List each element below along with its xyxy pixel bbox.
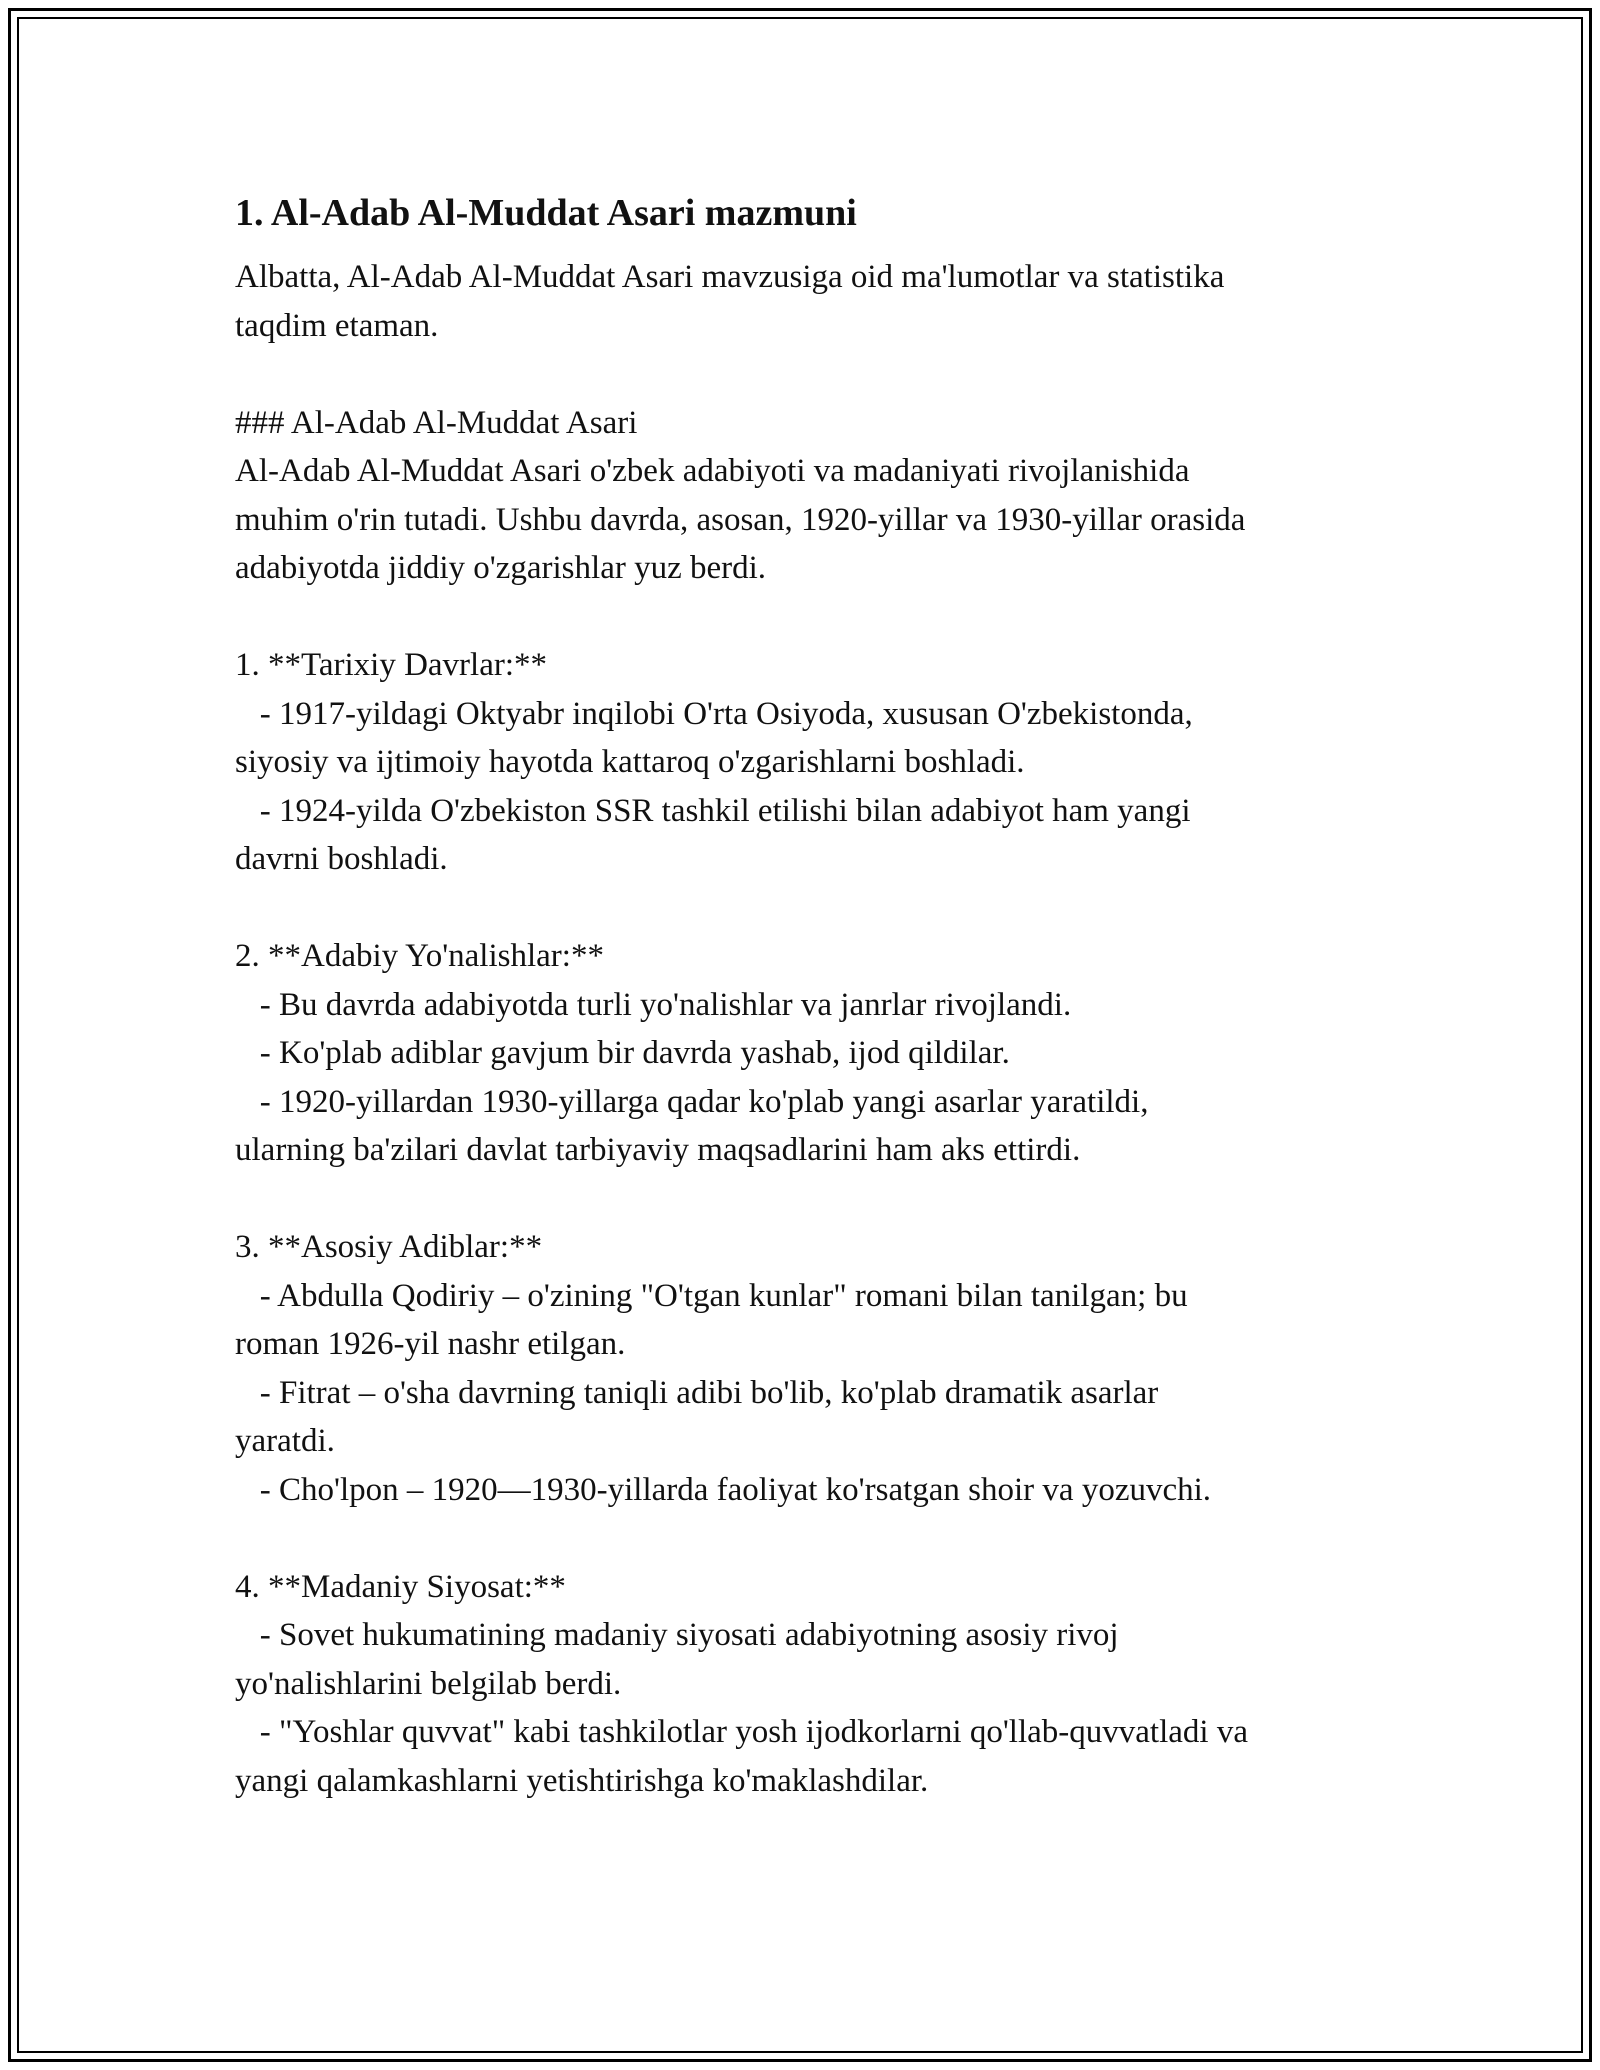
text-line: adabiyotda jiddiy o'zgarishlar yuz berdi.: [235, 550, 767, 586]
text-line: - Ko'plab adiblar gavjum bir davrda yashab, ijod qildilar.: [235, 1035, 1010, 1071]
blank-line: [235, 350, 1385, 399]
text-line: davrni boshladi.: [235, 841, 448, 877]
text-line: - 1924-yilda O'zbekiston SSR tashkil etilishi bilan adabiyot ham yangi: [235, 792, 1191, 829]
text-line: roman 1926-yil nashr etilgan.: [235, 1326, 626, 1362]
text-line: taqdim etaman.: [235, 307, 439, 344]
text-line: 4. **Madaniy Siyosat:**: [235, 1568, 566, 1605]
text-line: 1. **Tarixiy Davrlar:**: [235, 647, 548, 683]
text-line: - Abdulla Qodiriy – o'zining "O'tgan kunlar" romani bilan tanilgan; bu: [235, 1277, 1188, 1314]
text-line: Albatta, Al-Adab Al-Muddat Asari mavzusiga oid ma'lumotlar va statistika: [235, 259, 1225, 295]
text-line: muhim o'rin tutadi. Ushbu davrda, asosan, 1920-yillar va 1930-yillar orasida: [235, 501, 1246, 538]
text-line: siyosiy va ijtimoiy hayotda kattaroq o'zgarishlarni boshladi.: [235, 744, 1025, 780]
blank-line: [235, 884, 1385, 933]
text-line: - "Yoshlar quvvat" kabi tashkilotlar yosh ijodkorlarni qo'llab-quvvatladi va: [235, 1714, 1248, 1750]
text-line: yaratdi.: [235, 1423, 335, 1459]
text-line: 3. **Asosiy Adiblar:**: [235, 1229, 543, 1265]
text-line: 2. **Adabiy Yo'nalishlar:**: [235, 938, 604, 974]
text-line: ### Al-Adab Al-Muddat Asari: [235, 404, 638, 441]
text-line: - Bu davrda adabiyotda turli yo'nalishlar va janrlar rivojlandi.: [235, 986, 1072, 1023]
document-text: [235, 253, 1385, 1805]
text-line: - Fitrat – o'sha davrning taniqli adibi bo'lib, ko'plab dramatik asarlar: [235, 1374, 1159, 1411]
text-line: - Cho'lpon – 1920—1930-yillarda faoliyat ko'rsatgan shoir va yozuvchi.: [235, 1471, 1212, 1508]
text-line: - 1917-yildagi Oktyabr inqilobi O'rta Osiyoda, xususan O'zbekistonda,: [235, 695, 1193, 732]
blank-line: [235, 593, 1385, 642]
document-title: 1. Al-Adab Al-Muddat Asari mazmuni: [235, 192, 857, 234]
text-line: - Sovet hukumatining madaniy siyosati adabiyotning asosiy rivoj: [235, 1617, 1119, 1653]
text-line: ularning ba'zilari davlat tarbiyaviy maqsadlarini ham aks ettirdi.: [235, 1132, 1081, 1168]
text-line: Al-Adab Al-Muddat Asari o'zbek adabiyoti va madaniyati rivojlanishida: [235, 453, 1190, 489]
text-line: yangi qalamkashlarni yetishtirishga ko'maklashdilar.: [235, 1762, 929, 1799]
blank-line: [235, 1175, 1385, 1224]
text-line: yo'nalishlarini belgilab berdi.: [235, 1665, 622, 1702]
text-line: - 1920-yillardan 1930-yillarga qadar ko'plab yangi asarlar yaratildi,: [235, 1083, 1149, 1120]
document-body: [235, 185, 1385, 1805]
blank-line: [235, 1514, 1385, 1563]
